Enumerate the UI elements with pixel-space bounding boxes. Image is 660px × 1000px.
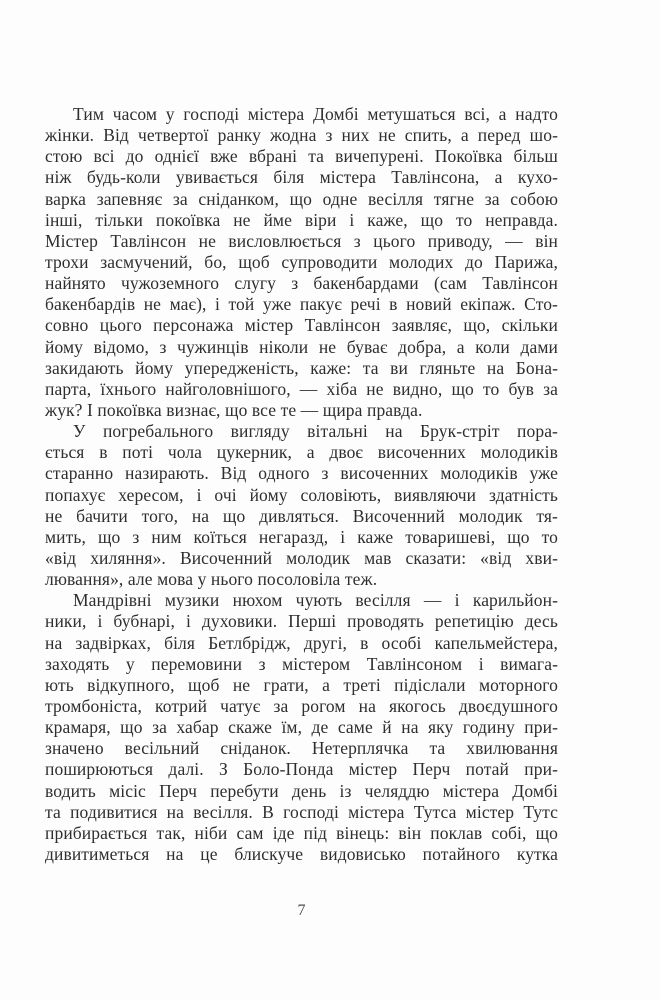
- text-line: крамаря, що за хабар скаже їм, де саме й на яку годину при-: [45, 717, 558, 738]
- text-line: Тим часом у господі містера Домбі метушаться всі, а надто: [73, 104, 558, 124]
- text-line: найнято чужоземного слугу з бакенбардами (сам Тавлінсон: [45, 273, 558, 294]
- text-line: парта, їхнього найголовнішого, — хіба не видно, що то був за: [45, 378, 558, 399]
- text-line: закидають йому упередженість, каже: та ви гляньте на Бона-: [45, 357, 558, 378]
- text-line: Мандрівні музики нюхом чують весілля — і карильйон-: [73, 590, 558, 611]
- text-line: заходять у перемовини з містером Тавлінсоном і вимага-: [45, 653, 558, 674]
- text-line: ють відкупного, щоб не грати, а треті підіслали моторного: [45, 674, 558, 695]
- text-line: водить місіс Перч перебути день із челяддю містера Домбі: [45, 780, 558, 801]
- text-line: жінки. Від четвертої ранку жодна з них не спить, а перед шо-: [45, 125, 558, 146]
- text-line: значено весільний сніданок. Нетерплячка та хвилювання: [45, 738, 558, 759]
- text-line: лювання», але мова у нього посоловіла теж.: [45, 569, 378, 590]
- page-number: 7: [297, 902, 306, 919]
- text-line: «від хиляння». Височенний молодик мав сказати: «від хви-: [45, 547, 558, 568]
- text-line: ніж будь-коли увивається біля містера Тавлінсона, а кухо-: [45, 167, 558, 188]
- text-line: попахує хересом, і очі йому соловіють, виявляючи здатність: [45, 484, 558, 505]
- text-line: йому відомо, з чужинців ніколи не буває добра, а коли дами: [45, 336, 558, 357]
- text-line: мить, що з ним коїться негаразд, і каже товаришеві, що то: [45, 526, 558, 547]
- text-line: прибирається так, ніби сам іде під вінець: він поклав собі, що: [45, 822, 558, 843]
- text-line: Містер Тавлінсон не висловлюється з цього приводу, — він: [45, 230, 558, 251]
- text-line: совно цього персонажа містер Тавлінсон заявляє, що, скільки: [45, 315, 558, 336]
- text-line: тромбоніста, котрий чатує за рогом на якогось двоєдушного: [45, 695, 558, 716]
- text-line: та подивитися на весілля. В господі містера Тутса містер Тутс: [45, 801, 558, 822]
- text-line: У погребального вигляду вітальні на Брук-стріт пора-: [73, 421, 558, 442]
- text-line: інші, тільки покоївка не йме віри і каже, що то неправда.: [45, 209, 558, 230]
- text-line: поширюються далі. З Боло-Понда містер Перч потай при-: [45, 759, 558, 780]
- text-line: варка запевняє за сніданком, що одне весілля тягне за собою: [45, 188, 558, 209]
- text-line: старанно назирають. Від одного з височенних молодиків уже: [45, 463, 558, 484]
- text-line: жук? І покоївка визнає, що все те — щира правда.: [45, 399, 423, 420]
- page-text: [45, 104, 558, 865]
- text-line: ється в поті чола цукерник, а двоє височенних молодиків: [45, 442, 558, 463]
- text-line: ники, і бубнарі, і духовики. Перші проводять репетицію десь: [45, 611, 558, 632]
- text-line: дивитиметься на це блискуче видовисько потайного кутка: [45, 843, 558, 864]
- text-line: бакенбардів не має), і той уже пакує речі в новий екіпаж. Сто-: [45, 294, 558, 315]
- text-line: на задвірках, біля Бетлбрідж, другі, в особі капельмейстера,: [45, 632, 558, 653]
- text-line: не бачити того, на що дивляться. Височенний молодик тя-: [45, 505, 558, 526]
- text-line: стою всі до однієї вже вбрані та вичепурені. Покоївка більш: [45, 146, 558, 167]
- text-line: трохи засмучений, бо, щоб супроводити молодих до Парижа,: [45, 251, 558, 272]
